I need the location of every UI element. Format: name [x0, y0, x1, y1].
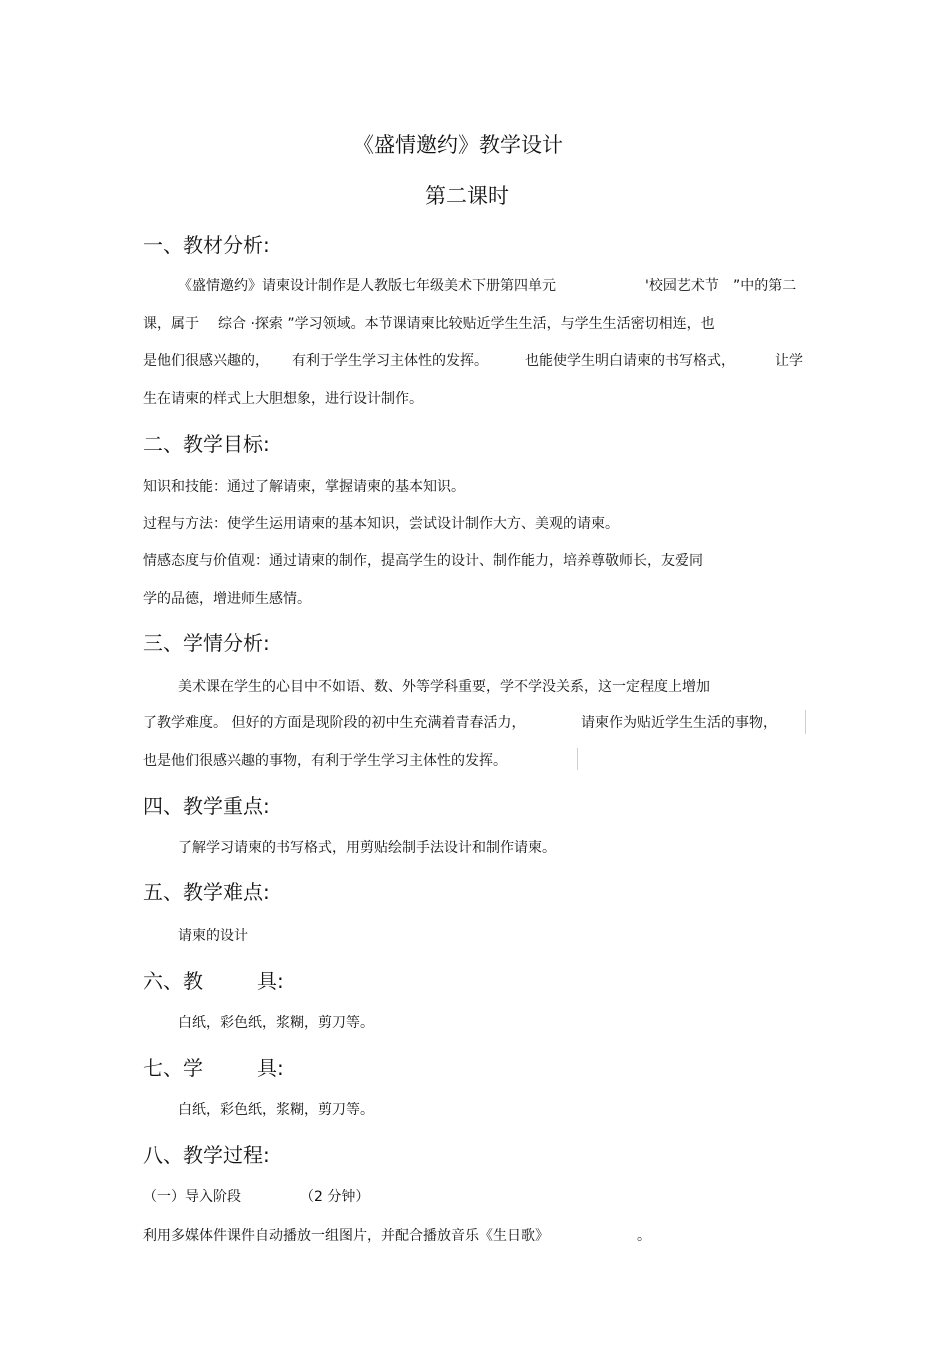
paragraph-line: 是他们很感兴趣的， [143, 353, 269, 369]
paragraph-line: 知识和技能：通过了解请柬，掌握请柬的基本知识。 [143, 479, 465, 495]
paragraph-line: 白纸，彩色纸，浆糊，剪刀等。 [178, 1015, 374, 1031]
subsection-label: （一）导入阶段 [143, 1189, 241, 1205]
paragraph-line: 也是他们很感兴趣的事物，有利于学生学习主体性的发挥。 [143, 753, 507, 769]
paragraph-line: 让学 [775, 353, 803, 369]
paragraph-line: 情感态度与价值观：通过请柬的制作，提高学生的设计、制作能力，培养尊敬师长，友爱同 [143, 553, 703, 569]
paragraph-line: 美术课在学生的心目中不如语、数、外等学科重要，学不学没关系，这一定程度上增加 [178, 679, 710, 695]
paragraph-line: ”中的第二 [733, 278, 797, 294]
margin-divider [577, 748, 578, 770]
paragraph-line: 请柬作为贴近学生生活的事物， [581, 715, 777, 731]
paragraph-line: 利用多媒体件课件自动播放一组图片，并配合播放音乐《生日歌》 [143, 1228, 549, 1244]
document-title: 《盛情邀约》教学设计 [353, 133, 563, 157]
section-heading-key-points: 四、教学重点: [143, 794, 270, 818]
paragraph-line: 综合 ·探索 ”学习领域。本节课请柬比较贴近学生生活，与学生生活密切相连，也 [218, 316, 715, 332]
section-heading-teaching-process: 八、教学过程: [143, 1143, 270, 1167]
section-heading-material-analysis: 一、教材分析: [143, 233, 270, 257]
paragraph-line: 白纸，彩色纸，浆糊，剪刀等。 [178, 1102, 374, 1118]
paragraph-line: 《盛情邀约》请柬设计制作是人教版七年级美术下册第四单元 [178, 278, 556, 294]
paragraph-line: 请柬的设计 [178, 928, 248, 944]
section-heading-teaching-tools: 六、教 [143, 969, 203, 993]
paragraph-line: 了教学难度。 但好的方面是现阶段的初中生充满着青春活力， [143, 715, 526, 731]
paragraph-line: 也能使学生明白请柬的书写格式， [525, 353, 735, 369]
margin-divider [805, 710, 806, 734]
paragraph-line: 过程与方法：使学生运用请柬的基本知识，尝试设计制作大方、美观的请柬。 [143, 516, 619, 532]
section-heading-learner-analysis: 三、学情分析: [143, 631, 270, 655]
paragraph-line: 有利于学生学习主体性的发挥。 [292, 353, 488, 369]
paragraph-line: 。 [637, 1228, 651, 1244]
section-heading-difficulties: 五、教学难点: [143, 880, 270, 904]
subsection-duration: （2 分钟） [300, 1189, 370, 1205]
paragraph-line: 生在请柬的样式上大胆想象，进行设计制作。 [143, 391, 423, 407]
paragraph-line: 课，属于 [143, 316, 199, 332]
document-subtitle: 第二课时 [425, 184, 509, 208]
section-heading-teaching-goals: 二、教学目标: [143, 432, 270, 456]
section-heading-teaching-tools-suffix: 具: [257, 969, 284, 993]
section-heading-learning-tools-suffix: 具: [257, 1056, 284, 1080]
section-heading-learning-tools: 七、学 [143, 1056, 203, 1080]
paragraph-line: '校园艺术节 [645, 278, 719, 294]
paragraph-line: 了解学习请柬的书写格式，用剪贴绘制手法设计和制作请柬。 [178, 840, 556, 856]
paragraph-line: 学的品德，增进师生感情。 [143, 591, 311, 607]
